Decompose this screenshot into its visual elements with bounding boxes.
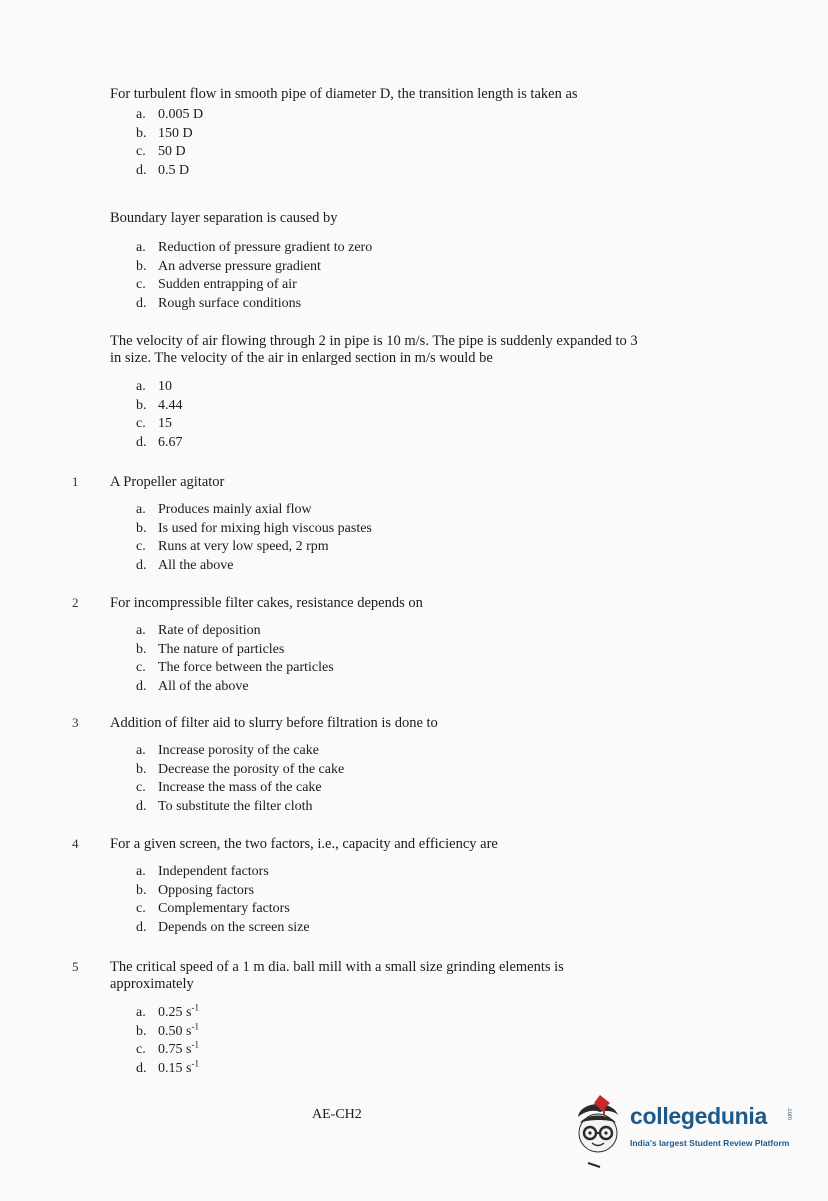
option-item	[136, 106, 670, 125]
option-superscript: -1	[191, 1057, 199, 1068]
option-item	[136, 557, 670, 576]
option-letter: c.	[136, 539, 146, 554]
logo-tagline: India's largest Student Review Platform	[630, 1138, 790, 1148]
option-text: 0.15 s	[158, 1060, 192, 1076]
option-text: Produces mainly axial flow	[158, 502, 312, 517]
option-letter: c.	[136, 780, 146, 795]
option-text: All of the above	[158, 678, 249, 694]
option-item	[136, 659, 670, 678]
option-letter: c.	[136, 901, 146, 916]
option-text: Sudden entrapping of air	[158, 277, 297, 292]
option-text: An adverse pressure gradient	[158, 258, 321, 274]
option-letter: a.	[136, 623, 146, 638]
question-block	[110, 86, 670, 180]
option-item	[136, 1020, 650, 1042]
option-letter: c.	[136, 1042, 146, 1057]
question-text: Addition of filter aid to slurry before filtration is done to	[110, 715, 438, 731]
option-text: 0.5 D	[158, 162, 190, 178]
option-item	[136, 276, 670, 295]
option-letter: d.	[136, 798, 147, 814]
option-text: Reduction of pressure gradient to zero	[158, 240, 373, 255]
option-text: Rough surface conditions	[158, 295, 302, 311]
option-text: Independent factors	[158, 864, 269, 879]
option-letter: a.	[136, 502, 146, 517]
page-footer-code: AE-CH2	[312, 1107, 362, 1122]
option-text: 15	[158, 416, 172, 431]
option-letter: d.	[136, 678, 147, 694]
option-letter: b.	[136, 761, 147, 777]
option-item	[136, 258, 670, 277]
option-item	[136, 501, 670, 520]
question-number: 3	[72, 715, 79, 730]
option-letter: d.	[136, 162, 147, 178]
option-text: Increase the mass of the cake	[158, 780, 322, 795]
option-item	[136, 882, 670, 901]
question-number: 5	[72, 959, 79, 974]
option-text: To substitute the filter cloth	[158, 798, 313, 814]
option-item	[136, 162, 670, 181]
question-block	[72, 715, 670, 816]
option-item	[136, 742, 670, 761]
options-list	[110, 378, 670, 452]
option-item	[136, 1057, 650, 1079]
options-list	[110, 863, 670, 937]
option-item	[136, 863, 670, 882]
question-block	[72, 595, 670, 696]
option-text: Increase porosity of the cake	[158, 743, 319, 758]
options-list	[110, 239, 670, 313]
option-text: 4.44	[158, 397, 183, 413]
option-letter: b.	[136, 641, 147, 657]
option-item	[136, 415, 670, 434]
option-text: 10	[158, 379, 172, 394]
option-letter: c.	[136, 416, 146, 431]
options-list	[110, 742, 670, 816]
question-block	[110, 210, 670, 313]
option-item	[136, 779, 670, 798]
option-item	[136, 622, 670, 641]
option-item	[136, 239, 670, 258]
option-text: 6.67	[158, 434, 183, 450]
logo-suffix: .com	[786, 1107, 792, 1121]
option-text: 0.50 s	[158, 1023, 192, 1039]
option-item	[136, 1004, 650, 1023]
option-letter: c.	[136, 277, 146, 292]
question-text: For incompressible filter cakes, resistance depends on	[110, 595, 423, 611]
question-number: 1	[72, 474, 79, 489]
option-letter: d.	[136, 1060, 147, 1076]
option-item	[136, 1041, 650, 1060]
question-text: The velocity of air flowing through 2 in pipe is 10 m/s. The pipe is suddenly expanded to 3 in size. The velocity of the air in enlarged section in m/s would be	[110, 333, 638, 366]
option-item	[136, 434, 670, 453]
logo-wordmark: collegedunia	[630, 1103, 767, 1129]
question-text: For a given screen, the two factors, i.e., capacity and efficiency are	[110, 836, 498, 852]
option-text: Opposing factors	[158, 882, 255, 898]
option-item	[136, 397, 670, 416]
question-text: For turbulent flow in smooth pipe of diameter D, the transition length is taken as	[110, 86, 578, 102]
option-superscript: -1	[191, 1002, 199, 1013]
option-letter: d.	[136, 295, 147, 311]
option-superscript: -1	[191, 1020, 199, 1031]
option-letter: d.	[136, 434, 147, 450]
option-item	[136, 295, 670, 314]
option-text: The nature of particles	[158, 641, 285, 657]
option-text: 0.005 D	[158, 107, 204, 122]
question-block	[110, 333, 670, 452]
option-text: Decrease the porosity of the cake	[158, 761, 345, 777]
question-block	[72, 474, 670, 575]
option-letter: a.	[136, 379, 146, 394]
options-list	[110, 622, 670, 696]
options-list	[110, 106, 670, 180]
options-list	[110, 1004, 650, 1078]
question-block	[72, 836, 670, 937]
option-item	[136, 761, 670, 780]
option-letter: c.	[136, 660, 146, 675]
option-letter: b.	[136, 520, 147, 536]
question-text: A Propeller agitator	[110, 474, 225, 490]
option-item	[136, 900, 670, 919]
option-item	[136, 538, 670, 557]
option-letter: b.	[136, 1023, 147, 1039]
question-number: 2	[72, 595, 79, 610]
options-list	[110, 501, 670, 575]
option-text: Complementary factors	[158, 901, 290, 916]
option-item	[136, 919, 670, 938]
option-letter: b.	[136, 397, 147, 413]
option-letter: c.	[136, 144, 146, 159]
option-letter: a.	[136, 107, 146, 122]
question-text: Boundary layer separation is caused by	[110, 210, 338, 226]
option-text: The force between the particles	[158, 660, 334, 675]
option-letter: b.	[136, 882, 147, 898]
option-item	[136, 641, 670, 660]
option-text: 0.75 s	[158, 1042, 192, 1057]
option-text: 150 D	[158, 125, 193, 141]
collegedunia-logo	[570, 1093, 795, 1173]
option-item	[136, 143, 670, 162]
option-item	[136, 520, 670, 539]
option-item	[136, 678, 670, 697]
option-letter: b.	[136, 125, 147, 141]
option-letter: a.	[136, 1005, 146, 1020]
option-item	[136, 798, 670, 817]
option-text: Is used for mixing high viscous pastes	[158, 520, 372, 536]
question-block	[72, 959, 650, 1078]
option-letter: a.	[136, 240, 146, 255]
option-text: 0.25 s	[158, 1005, 192, 1020]
option-letter: a.	[136, 743, 146, 758]
option-superscript: -1	[191, 1039, 199, 1050]
question-number: 4	[72, 836, 79, 851]
option-text: All the above	[158, 557, 234, 573]
option-item	[136, 125, 670, 144]
option-text: Runs at very low speed, 2 rpm	[158, 539, 329, 554]
option-item	[136, 378, 670, 397]
option-letter: a.	[136, 864, 146, 879]
option-text: Depends on the screen size	[158, 919, 310, 935]
option-text: 50 D	[158, 144, 186, 159]
option-letter: b.	[136, 258, 147, 274]
option-text: Rate of deposition	[158, 623, 261, 638]
option-letter: d.	[136, 919, 147, 935]
student-mascot-icon	[570, 1093, 630, 1173]
question-text: The critical speed of a 1 m dia. ball mill with a small size grinding elements is approximately	[110, 959, 564, 992]
option-letter: d.	[136, 557, 147, 573]
